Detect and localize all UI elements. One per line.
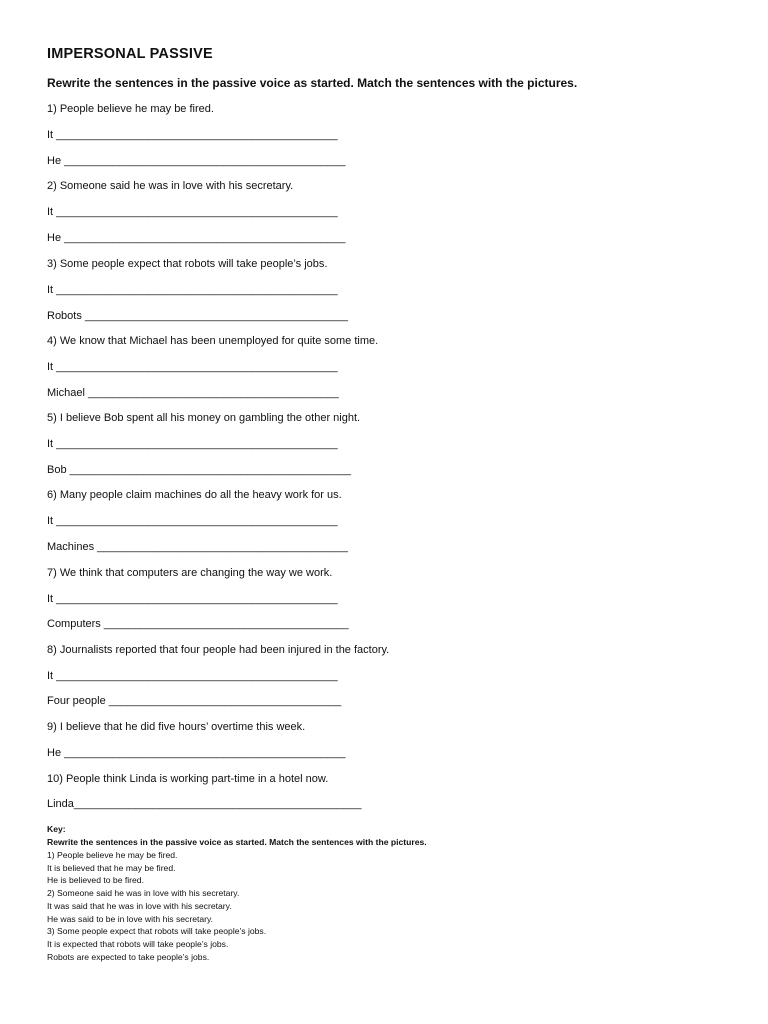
answer-line: Four people ______________________________________ xyxy=(47,695,342,707)
exercise-line: 8) Journalists reported that four people had been injured in the factory. xyxy=(47,644,390,656)
answer-line: It ______________________________________________ xyxy=(47,284,338,296)
answer-line: He ______________________________________________ xyxy=(47,155,346,167)
exercise-line: 7) We think that computers are changing the way we work. xyxy=(47,567,333,579)
answer-line: Computers ________________________________________ xyxy=(47,618,349,630)
answer-line: It ______________________________________________ xyxy=(47,129,338,141)
exercise-line: 9) I believe that he did five hours’ overtime this week. xyxy=(47,721,306,733)
answer-line: It ______________________________________________ xyxy=(47,438,338,450)
exercise-line: 3) Some people expect that robots will take people’s jobs. xyxy=(47,258,328,270)
key-line: It is expected that robots will take people’s jobs. xyxy=(47,939,229,949)
answer-line: Linda_______________________________________________ xyxy=(47,798,362,810)
answer-line: Robots ___________________________________________ xyxy=(47,310,348,322)
answer-line: Bob ______________________________________________ xyxy=(47,464,352,476)
worksheet-instruction: Rewrite the sentences in the passive voice as started. Match the sentences with the pictures. xyxy=(47,76,578,90)
key-line: He was said to be in love with his secretary. xyxy=(47,914,214,924)
key-line: 2) Someone said he was in love with his secretary. xyxy=(47,888,240,898)
answer-line: It ______________________________________________ xyxy=(47,361,338,373)
answer-line: Michael _________________________________________ xyxy=(47,387,339,399)
answer-line: It ______________________________________________ xyxy=(47,670,338,682)
key-line: 1) People believe he may be fired. xyxy=(47,850,178,860)
exercise-line: 6) Many people claim machines do all the heavy work for us. xyxy=(47,489,342,501)
answer-line: He ______________________________________________ xyxy=(47,747,346,759)
answer-line: It ______________________________________________ xyxy=(47,206,338,218)
key-line: Robots are expected to take people’s jobs. xyxy=(47,952,210,962)
key-line: He is believed to be fired. xyxy=(47,875,144,885)
exercise-line: 4) We know that Michael has been unemployed for quite some time. xyxy=(47,335,379,347)
key-label: Key: xyxy=(47,824,66,834)
key-line: It is believed that he may be fired. xyxy=(47,863,176,873)
exercise-line: 5) I believe Bob spent all his money on gambling the other night. xyxy=(47,412,361,424)
key-line: It was said that he was in love with his secretary. xyxy=(47,901,232,911)
answer-line: It ______________________________________________ xyxy=(47,593,338,605)
exercise-line: 2) Someone said he was in love with his secretary. xyxy=(47,180,294,192)
exercise-line: 1) People believe he may be fired. xyxy=(47,103,214,115)
key-instruction: Rewrite the sentences in the passive voice as started. Match the sentences with the pictures. xyxy=(47,837,427,847)
answer-line: He ______________________________________________ xyxy=(47,232,346,244)
worksheet-title: IMPERSONAL PASSIVE xyxy=(47,46,213,62)
exercise-line: 10) People think Linda is working part-time in a hotel now. xyxy=(47,773,329,785)
key-line: 3) Some people expect that robots will take people’s jobs. xyxy=(47,926,267,936)
answer-line: It ______________________________________________ xyxy=(47,515,338,527)
answer-line: Machines _________________________________________ xyxy=(47,541,348,553)
